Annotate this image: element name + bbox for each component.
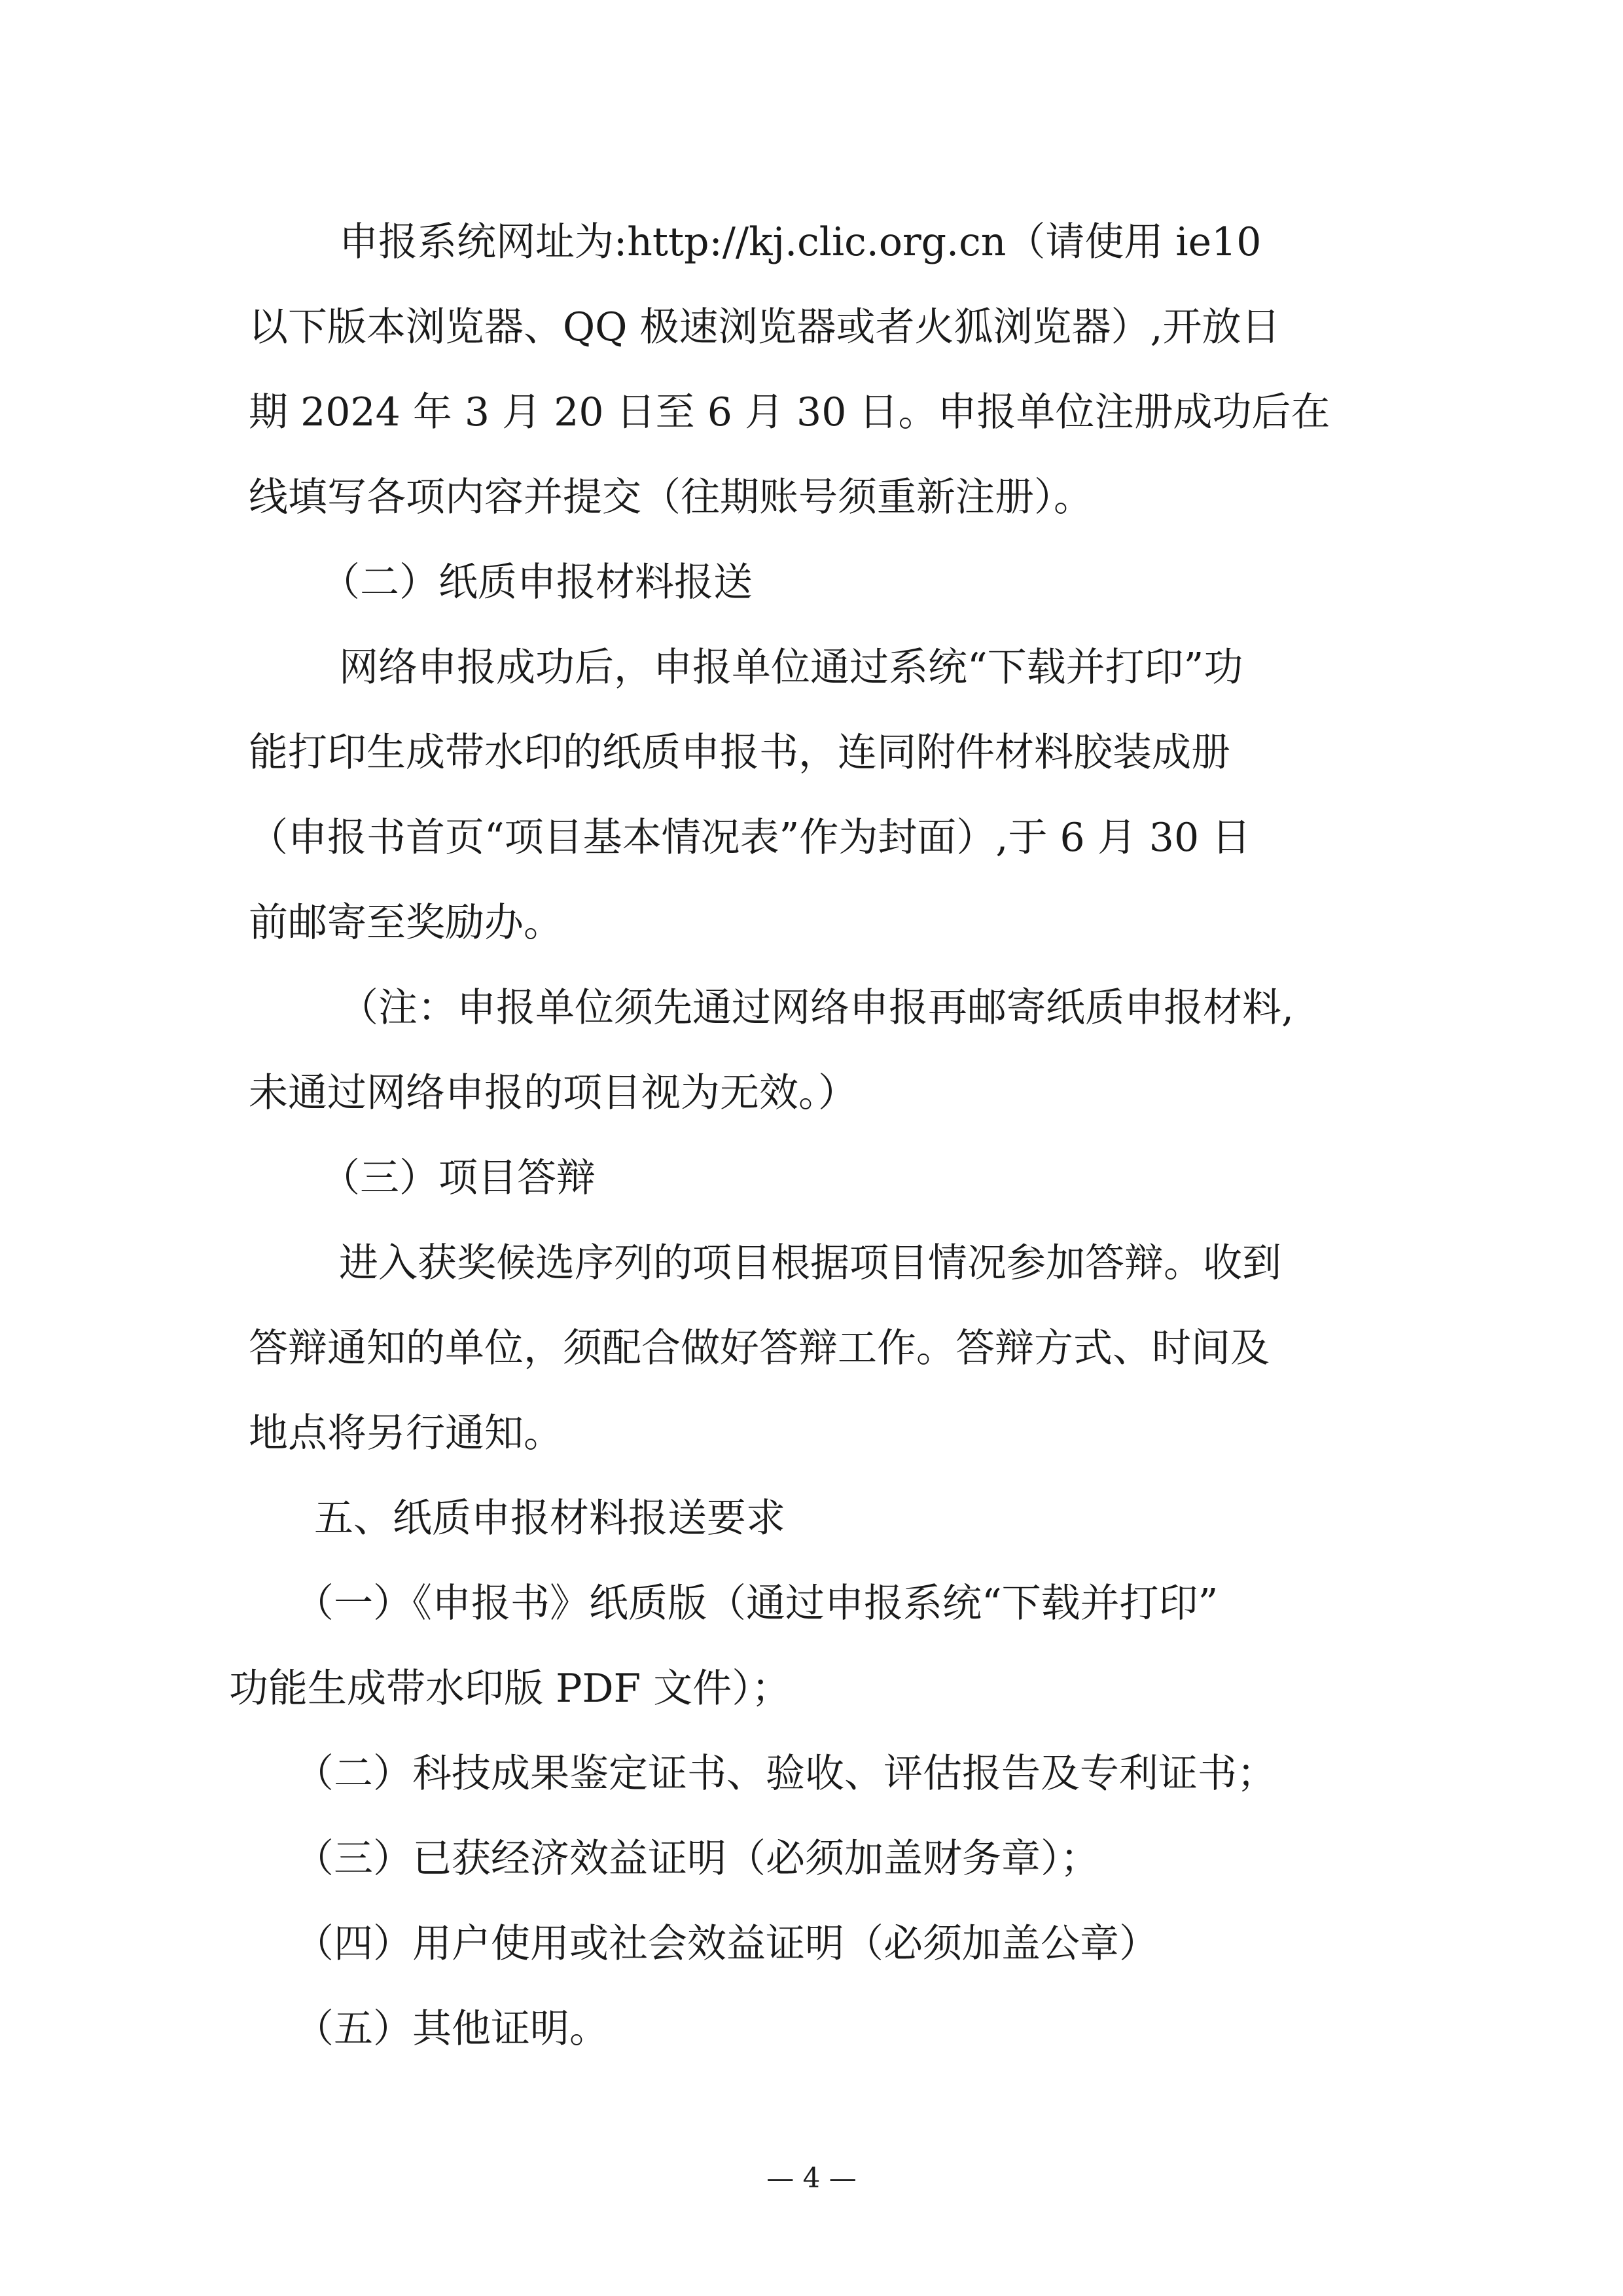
online-paragraph-line-4: 线填写各项内容并提交（往期账号须重新注册）。 <box>249 475 1093 520</box>
paper-section-title: （二）纸质申报材料报送 <box>321 560 753 605</box>
defense-paragraph-line-2: 答辩通知的单位，须配合做好答辩工作。答辩方式、时间及 <box>249 1325 1270 1371</box>
online-paragraph-line-2: 以下版本浏览器、QQ 极速浏览器或者火狐浏览器）,开放日 <box>249 304 1281 350</box>
section-five-heading: 五、纸质申报材料报送要求 <box>314 1496 785 1541</box>
requirement-item-2: （二）科技成果鉴定证书、验收、评估报告及专利证书； <box>294 1751 1276 1797</box>
defense-paragraph-line-3: 地点将另行通知。 <box>249 1410 563 1456</box>
requirement-item-1: （一）《申报书》纸质版（通过申报系统“下载并打印” <box>294 1581 1219 1626</box>
defense-paragraph-line-1: 进入获奖候选序列的项目根据项目情况参加答辩。收到 <box>339 1240 1281 1286</box>
online-paragraph-line-3: 期 2024 年 3 月 20 日至 6 月 30 日。申报单位注册成功后在 <box>249 389 1330 435</box>
page-number: — 4 — <box>766 2162 857 2194</box>
online-paragraph-line-1: 申报系统网址为:http://kj.clic.org.cn（请使用 ie10 <box>339 219 1262 265</box>
requirement-item-4: （四）用户使用或社会效益证明（必须加盖公章） <box>294 1921 1158 1967</box>
requirement-item-1-continued: 功能生成带水印版 PDF 文件）； <box>229 1666 791 1712</box>
paper-paragraph-line-3: （申报书首页“项目基本情况表”作为封面）,于 6 月 30 日 <box>249 815 1251 861</box>
paper-paragraph-line-2: 能打印生成带水印的纸质申报书，连同附件材料胶装成册 <box>249 730 1230 776</box>
paper-paragraph-line-4: 前邮寄至奖励办。 <box>249 900 563 946</box>
paper-paragraph-line-1: 网络申报成功后，申报单位通过系统“下载并打印”功 <box>339 645 1243 691</box>
defense-section-title: （三）项目答辩 <box>321 1155 596 1201</box>
paper-note-line-2: 未通过网络申报的项目视为无效。） <box>249 1070 857 1116</box>
requirement-item-5: （五）其他证明。 <box>294 2006 609 2052</box>
requirement-item-3: （三）已获经济效益证明（必须加盖财务章）； <box>294 1836 1099 1882</box>
paper-note-line-1: （注：申报单位须先通过网络申报再邮寄纸质申报材料, <box>339 985 1294 1031</box>
